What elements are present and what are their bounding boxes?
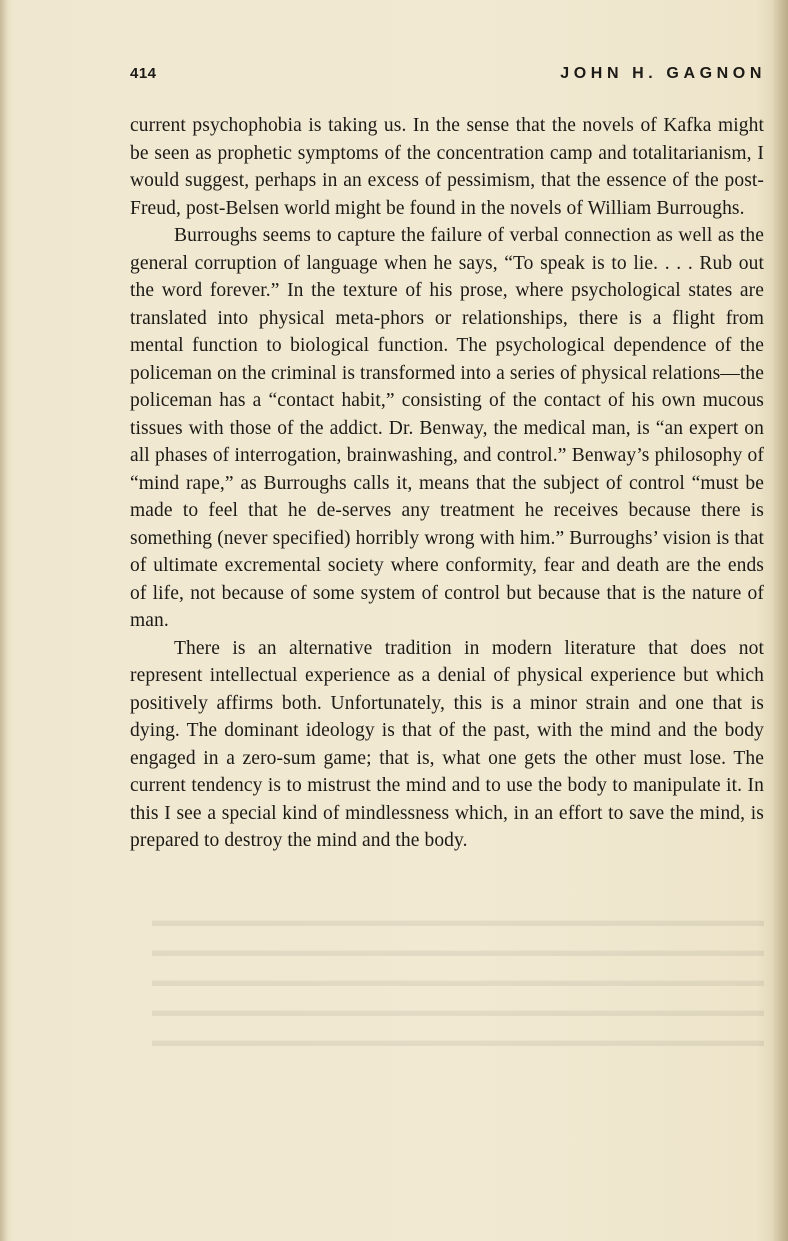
- running-head: [130, 63, 766, 87]
- paragraph-1: current psychophobia is taking us. In the sense that the novels of Kafka might be seen as prophetic symptoms of the concentration camp and totalitarianism, I would suggest, perhaps in an excess of pessimism, that the essence of the post-Freud, post-Belsen world might be found in the novels of William Burroughs.: [130, 115, 764, 219]
- page-number: 414: [130, 65, 157, 82]
- body-text: [130, 112, 764, 855]
- paragraph-2: Burroughs seems to capture the failure of verbal connection as well as the general corruption of language when he says, “To speak is to lie. . . . Rub out the word forever.” In the texture of his prose, where psychological states are translated into physical meta-phors or relationships, there is a flight from mental function to biological function. The psychological dependence of the policeman on the criminal is transformed into a series of physical relations—the policeman has a “contact habit,” consisting of the contact of his own mucous tissues with those of the addict. Dr. Benway, the medical man, is “an expert on all phases of interrogation, brainwashing, and control.” Benway’s philosophy of “mind rape,” as Burroughs calls it, means that the subject of control “must be made to feel that he de-serves any treatment he receives because there is something (never specified) horribly wrong with him.” Burroughs’ vision is that of ultimate excremental society where conformity, fear and death are the ends of life, not because of some system of control but because that is the nature of man.: [130, 225, 764, 631]
- show-through-texture: ▬▬▬▬▬▬▬▬▬▬▬▬▬▬▬▬▬▬▬▬▬▬▬▬▬▬▬▬▬▬▬▬▬▬ ▬▬▬▬▬▬▬▬▬▬▬▬▬▬▬▬▬▬▬▬▬▬▬▬▬▬▬▬▬▬▬▬▬▬ ▬▬▬▬▬▬▬▬▬▬▬▬▬▬▬▬▬▬▬▬▬▬▬▬▬▬▬▬▬▬▬▬▬▬ ▬▬▬▬▬▬▬▬▬▬▬▬▬▬▬▬▬▬▬▬▬▬▬▬▬▬▬▬▬▬▬▬▬▬ ▬▬▬▬▬▬▬▬▬▬▬▬▬▬▬▬▬▬▬▬▬▬▬▬▬▬▬▬▬▬▬▬▬▬: [152, 910, 764, 1050]
- running-head-author: JOHN H. GAGNON: [560, 65, 766, 82]
- paragraph-3: There is an alternative tradition in modern literature that does not represent intellectual experience as a denial of physical experience but which positively affirms both. Unfortunately, this is a minor strain and one that is dying. The dominant ideology is that of the past, with the mind and the body engaged in a zero-sum game; that is, what one gets the other must lose. The current tendency is to mistrust the mind and to use the body to manipulate it. In this I see a special kind of mindlessness which, in an effort to save the mind, is prepared to destroy the mind and the body.: [130, 637, 764, 851]
- page-left-edge-shading: [0, 0, 8, 1241]
- page-spine-shadow: [772, 0, 788, 1241]
